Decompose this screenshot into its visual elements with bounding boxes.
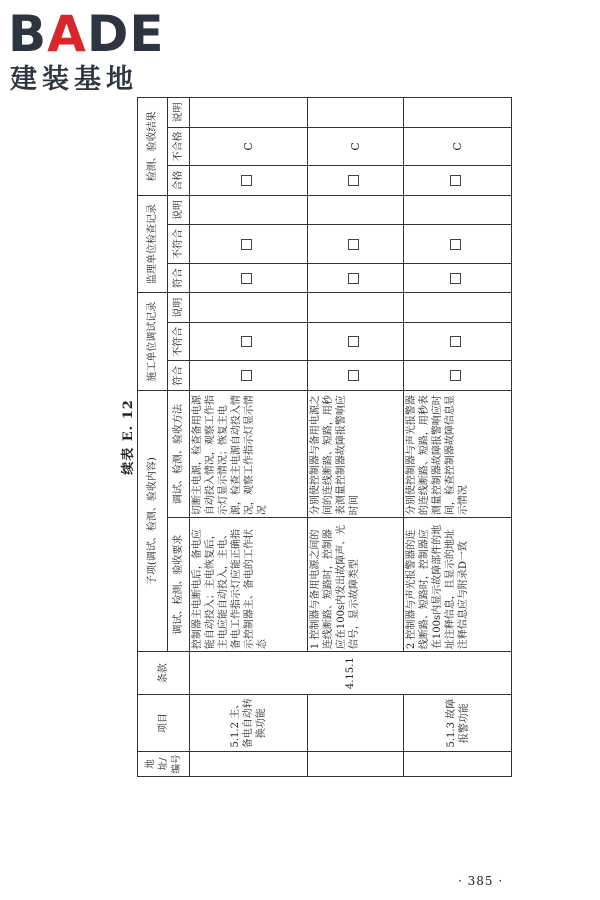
- pass-checkbox[interactable]: [404, 361, 512, 391]
- header-clause: 条款: [138, 652, 190, 695]
- address-cell: [190, 752, 308, 777]
- fail-checkbox[interactable]: [190, 322, 308, 361]
- req-cell: 2 控制器与声光报警器的连线断路、短路时，控制器应在100s内显示故障部件的地址注释信息，且显示的地址注释信息应与附录D一致: [404, 518, 512, 652]
- header-note: 说明: [168, 98, 190, 128]
- fail-checkbox[interactable]: [404, 322, 512, 361]
- header-construction: 施工单位调试记录: [138, 293, 168, 391]
- fail-checkbox[interactable]: [404, 225, 512, 264]
- logo-wordmark: BADE: [8, 5, 165, 63]
- pass-checkbox[interactable]: [190, 263, 308, 293]
- fail-checkbox[interactable]: [308, 322, 404, 361]
- bade-logo: [8, 6, 178, 98]
- pass-checkbox[interactable]: [308, 166, 404, 196]
- header-method: 调试、检测、验收方法: [168, 391, 190, 518]
- result-mark: C: [404, 127, 512, 166]
- note-cell: [404, 195, 512, 225]
- table-caption: 续表 E. 12: [121, 399, 136, 475]
- header-note: 说明: [168, 293, 190, 323]
- pass-checkbox[interactable]: [308, 263, 404, 293]
- header-req: 调试、检测、验收要求: [168, 518, 190, 652]
- header-note: 说明: [168, 195, 190, 225]
- note-cell: [190, 293, 308, 323]
- note-cell: [190, 195, 308, 225]
- note-cell: [404, 98, 512, 128]
- address-cell: [404, 752, 512, 777]
- method-cell: 分别使控制器与备用电源之间的连线断路、短路，用秒表测量控制器故障报警响应时间: [308, 391, 404, 518]
- note-cell: [308, 98, 404, 128]
- header-result: 检测、验收结果: [138, 98, 168, 196]
- header-address: 地址/编号: [138, 752, 190, 777]
- note-cell: [308, 195, 404, 225]
- header-sub-item: 子项(调试、检测、验收内容): [138, 391, 168, 652]
- fail-checkbox[interactable]: [308, 225, 404, 264]
- page-number: · 385 ·: [458, 874, 504, 888]
- method-cell: 分别使控制器与声光报警器的连线断路、短路，用秒表测量控制器故障报警响应时间，检查控制器故障信息显示情况: [404, 391, 512, 518]
- pass-checkbox[interactable]: [190, 361, 308, 391]
- item-cell: 5.1.3 故障报警功能: [404, 695, 512, 752]
- req-cell: 控制器主电断电后，备电应能自动投入；主电恢复后，主电应能自动投入，主电、备电工作指示灯应能正确指示控制器主、备电的工作状态: [190, 518, 308, 652]
- header-pass: 符合: [168, 263, 190, 293]
- header-result-pass: 合格: [168, 166, 190, 196]
- header-pass: 符合: [168, 361, 190, 391]
- req-cell: 1 控制器与备用电源之间的连线断路、短路时，控制器应在100s内发出故障声、光信号，显示故障类型: [308, 518, 404, 652]
- header-supervision: 监理单位检查记录: [138, 195, 168, 293]
- address-cell: [308, 752, 404, 777]
- header-fail: 不符合: [168, 225, 190, 264]
- header-item: 项目: [138, 695, 190, 752]
- table-row: [190, 98, 308, 777]
- pass-checkbox[interactable]: [190, 166, 308, 196]
- fail-checkbox[interactable]: [190, 225, 308, 264]
- header-result-fail: 不合格: [168, 127, 190, 166]
- pass-checkbox[interactable]: [308, 361, 404, 391]
- note-cell: [308, 293, 404, 323]
- pass-checkbox[interactable]: [404, 166, 512, 196]
- note-cell: [190, 98, 308, 128]
- result-mark: C: [190, 127, 308, 166]
- item-cell: [308, 695, 404, 752]
- pass-checkbox[interactable]: [404, 263, 512, 293]
- method-cell: 切断主电源，检查备用电源自动投入情况，观察工作指示灯显示情况；恢复主电源，检查主电源自动投入情况，观察工作指示灯显示情况: [190, 391, 308, 518]
- note-cell: [404, 293, 512, 323]
- logo-subtitle: 建装基地: [10, 64, 138, 95]
- header-fail: 不符合: [168, 322, 190, 361]
- item-cell: 5.1.2 主、备电自动转换功能: [190, 695, 308, 752]
- clause-cell: 4.15.1: [190, 652, 512, 695]
- rotated-page: [113, 97, 513, 777]
- inspection-table: [137, 97, 512, 777]
- result-mark: C: [308, 127, 404, 166]
